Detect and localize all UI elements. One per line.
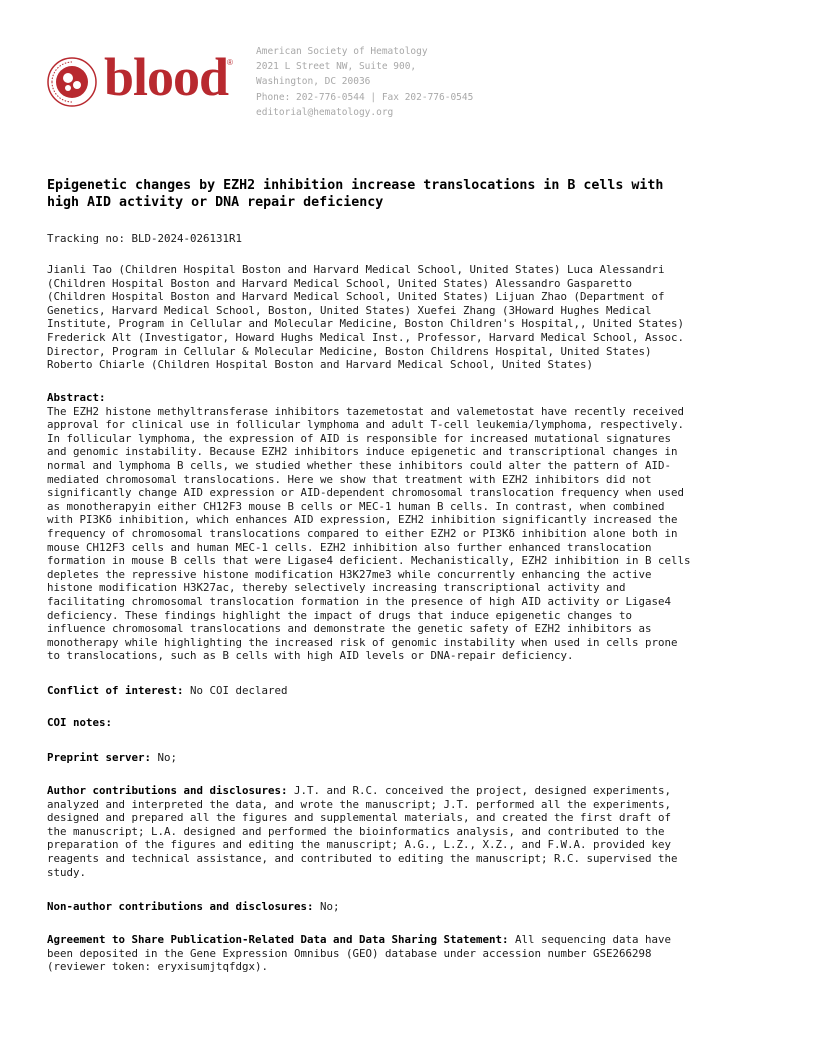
non-author-value: No; xyxy=(313,900,340,913)
contributions-label: Author contributions and disclosures: xyxy=(47,784,288,797)
abstract-line: influence chromosomal translocations and demonstrate the genetic safety of EZH2 inhibitors as xyxy=(47,622,652,636)
abstract-line: as monotherapyin either CH12F3 mouse B cells or MEC-1 human B cells. In contrast, when combined xyxy=(47,499,665,513)
tracking-number xyxy=(47,232,769,246)
abstract-section xyxy=(47,391,769,663)
contributions-line: study. xyxy=(47,865,87,879)
contributions-line: analyzed and interpreted the data, and wrote the manuscript; J.T. performed all the experiments, xyxy=(47,797,672,811)
contributions-line: reagents and technical assistance, and contributed to editing the manuscript; R.C. supervised the xyxy=(47,851,678,865)
contributions-line: preparation of the figures and editing the manuscript; A.G., L.Z., X.Z., and F.W.A. provided key xyxy=(47,838,672,852)
abstract-line: monotherapy while highlighting the increased risk of genomic instability when used in cells prone xyxy=(47,635,678,649)
abstract-line: mediated chromosomal translocations. Here we show that treatment with EZH2 inhibitors did not xyxy=(47,472,652,486)
contributions-line: the manuscript; L.A. designed and performed the bioinformatics analysis, and contributed to the xyxy=(47,824,665,838)
author-line: (Children Hospital Boston and Harvard Medical School, United States) Alessandro Gasparetto xyxy=(47,276,633,290)
abstract-line: approval for clinical use in follicular lymphoma and adult T-cell leukemia/lymphoma, respectively. xyxy=(47,418,685,432)
abstract-line: formation in mouse B cells that were Ligase4 deficient. Mechanistically, EZH2 inhibition in B cells xyxy=(47,554,691,568)
abstract-line: with PI3Kδ inhibition, which enhances AID expression, EZH2 inhibition significantly increased the xyxy=(47,513,678,527)
author-line: Frederick Alt (Investigator, Howard Hughs Medical Inst., Professor, Harvard Medical School, Assoc. xyxy=(47,330,685,344)
registered-mark: ® xyxy=(227,58,233,67)
address-line: 2021 L Street NW, Suite 900, xyxy=(256,61,417,73)
data-sharing-first-line: All sequencing data have xyxy=(508,933,672,946)
preprint-label: Preprint server: xyxy=(47,751,152,764)
preprint-value: No; xyxy=(151,751,178,764)
abstract-line: and genomic instability. Because EZH2 inhibitors induce epigenetic and transcriptional changes in xyxy=(47,445,678,459)
society-address xyxy=(256,44,473,120)
non-author-label: Non-author contributions and disclosures: xyxy=(47,900,314,913)
coi-notes xyxy=(47,716,769,730)
abstract-line: deficiency. These findings highlight the impact of drugs that induce epigenetic changes to xyxy=(47,608,633,622)
abstract-line: frequency of chromosomal translocations compared to either EZH2 or PI3Kδ inhibition alone both in xyxy=(47,526,678,540)
abstract-label: Abstract: xyxy=(47,391,106,404)
article-title xyxy=(47,177,767,211)
address-line: Washington, DC 20036 xyxy=(256,76,371,88)
abstract-line: depletes the repressive histone modification H3K27me3 while concurrently enhancing the active xyxy=(47,567,652,581)
author-line: Roberto Chiarle (Children Hospital Boston and Harvard Medical School, United States) xyxy=(47,358,594,372)
contributions-first-line: J.T. and R.C. conceived the project, designed experiments, xyxy=(287,784,672,797)
tracking-line: Tracking no: BLD-2024-026131R1 xyxy=(47,232,243,245)
abstract-line: significantly change AID expression or AID-dependent chromosomal translocation frequency when used xyxy=(47,486,685,500)
abstract-line: histone modification H3K27ac, thereby selectively increasing transcriptional activity and xyxy=(47,581,626,595)
abstract-line: normal and lymphoma B cells, we studied whether these inhibitors could alter the pattern of AID- xyxy=(47,458,672,472)
journal-header xyxy=(46,44,766,124)
blood-logo xyxy=(46,47,246,114)
abstract-line: In follicular lymphoma, the expression of AID is responsible for increased mutational signatures xyxy=(47,431,672,445)
author-line: Director, Program in Cellular & Molecular Medicine, Boston Childrens Hospital, United States) xyxy=(47,344,652,358)
author-line: Jianli Tao (Children Hospital Boston and Harvard Medical School, United States) Luca Alessandri xyxy=(47,263,665,276)
address-line: Phone: 202-776-0544 | Fax 202-776-0545 xyxy=(256,91,474,103)
author-contributions xyxy=(47,784,769,879)
author-list xyxy=(47,263,769,372)
data-sharing-line: been deposited in the Gene Expression Omnibus (GEO) database under accession number GSE266298 xyxy=(47,946,652,960)
title-line: high AID activity or DNA repair deficiency xyxy=(47,195,384,210)
ash-seal-icon xyxy=(46,56,98,108)
contributions-line: designed and prepared all the figures and supplemental materials, and created the first draft of xyxy=(47,811,672,825)
abstract-line: to translocations, such as B cells with high AID levels or DNA-repair deficiency. xyxy=(47,649,574,663)
non-author-contributions xyxy=(47,900,769,914)
logo-wordmark: blood xyxy=(104,47,229,107)
abstract-line: mouse CH12F3 cells and human MEC-1 cells. EZH2 inhibition also further enhanced translocation xyxy=(47,540,652,554)
author-line: (Children Hospital Boston and Harvard Medical School, United States) Lijuan Zhao (Department of xyxy=(47,290,665,304)
coi-label: Conflict of interest: xyxy=(47,684,184,697)
data-sharing-statement xyxy=(47,933,769,974)
data-sharing-label: Agreement to Share Publication-Related Data and Data Sharing Statement: xyxy=(47,933,509,946)
coi-notes-label: COI notes: xyxy=(47,716,113,729)
preprint-server xyxy=(47,751,769,765)
address-line: American Society of Hematology xyxy=(256,46,428,57)
title-line: Epigenetic changes by EZH2 inhibition increase translocations in B cells with xyxy=(47,178,664,193)
conflict-of-interest xyxy=(47,684,769,698)
coi-value: No COI declared xyxy=(183,684,288,697)
data-sharing-line: (reviewer token: eryxisumjtqfdgx). xyxy=(47,960,269,974)
author-line: Genetics, Harvard Medical School, Boston, United States) Xuefei Zhang (3Howard Hughes Medical xyxy=(47,303,652,317)
address-email: editorial@hematology.org xyxy=(256,106,394,118)
abstract-line: facilitating chromosomal translocation formation in the presence of high AID activity or Ligase4 xyxy=(47,594,672,608)
abstract-line: The EZH2 histone methyltransferase inhibitors tazemetostat and valemetostat have recently received xyxy=(47,404,685,418)
author-line: Institute, Program in Cellular and Molecular Medicine, Boston Children's Hospital,, United States) xyxy=(47,317,685,331)
